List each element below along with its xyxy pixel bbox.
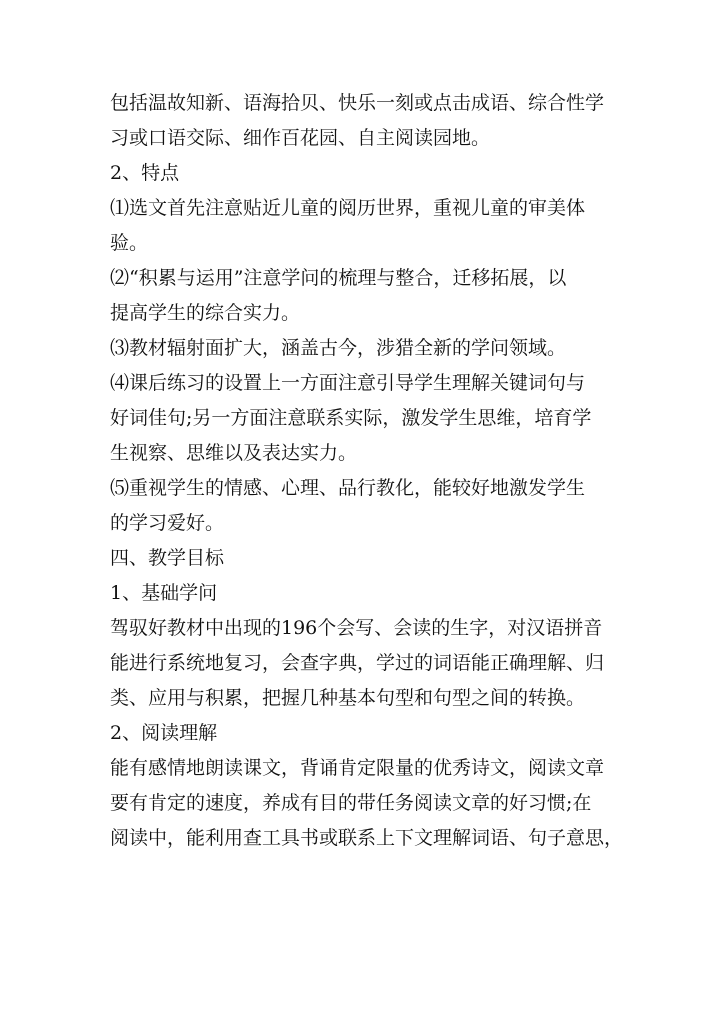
text-line: ⑷课后练习的设置上一方面注意引导学生理解关键词句与 bbox=[110, 372, 586, 394]
text-line: 阅读中，能利用查工具书或联系上下文理解词语、句子意思， bbox=[110, 827, 624, 849]
text-line: 包括温故知新、语海拾贝、快乐一刻或点击成语、综合性学 bbox=[110, 92, 605, 114]
text-line: ⑴选文首先注意贴近儿童的阅历世界，重视儿童的审美体 bbox=[110, 197, 586, 219]
text-line: 驾驭好教材中出现的196个会写、会读的生字，对汉语拼音 bbox=[110, 617, 603, 639]
text-line: 好词佳句;另一方面注意联系实际，激发学生思维，培育学 bbox=[110, 407, 592, 429]
text-line: 要有肯定的速度，养成有目的带任务阅读文章的好习惯;在 bbox=[110, 792, 592, 814]
text-line: 能进行系统地复习，会查字典，学过的词语能正确理解、归 bbox=[110, 652, 605, 674]
text-line: 能有感情地朗读课文，背诵肯定限量的优秀诗文，阅读文章 bbox=[110, 757, 605, 779]
text-line: ⑶教材辐射面扩大，涵盖古今，涉猎全新的学问领域。 bbox=[110, 337, 567, 359]
section-heading: 1、基础学问 bbox=[110, 582, 218, 604]
text-line: ⑸重视学生的情感、心理、品行教化，能较好地激发学生 bbox=[110, 477, 586, 499]
section-heading: 四、教学目标 bbox=[110, 547, 225, 569]
section-heading: 2、阅读理解 bbox=[110, 722, 218, 744]
text-line: 类、应用与积累，把握几种基本句型和句型之间的转换。 bbox=[110, 687, 586, 709]
text-line: 习或口语交际、细作百花园、自主阅读园地。 bbox=[110, 127, 491, 149]
document-body bbox=[110, 86, 624, 856]
text-line: 生视察、思维以及表达实力。 bbox=[110, 442, 358, 464]
text-line: ⑵“积累与运用”注意学问的梳理与整合，迁移拓展，以 bbox=[110, 267, 567, 289]
text-line: 提高学生的综合实力。 bbox=[110, 302, 301, 324]
text-line: 的学习爱好。 bbox=[110, 512, 225, 534]
section-heading: 2、特点 bbox=[110, 162, 180, 184]
text-line: 验。 bbox=[110, 232, 149, 254]
